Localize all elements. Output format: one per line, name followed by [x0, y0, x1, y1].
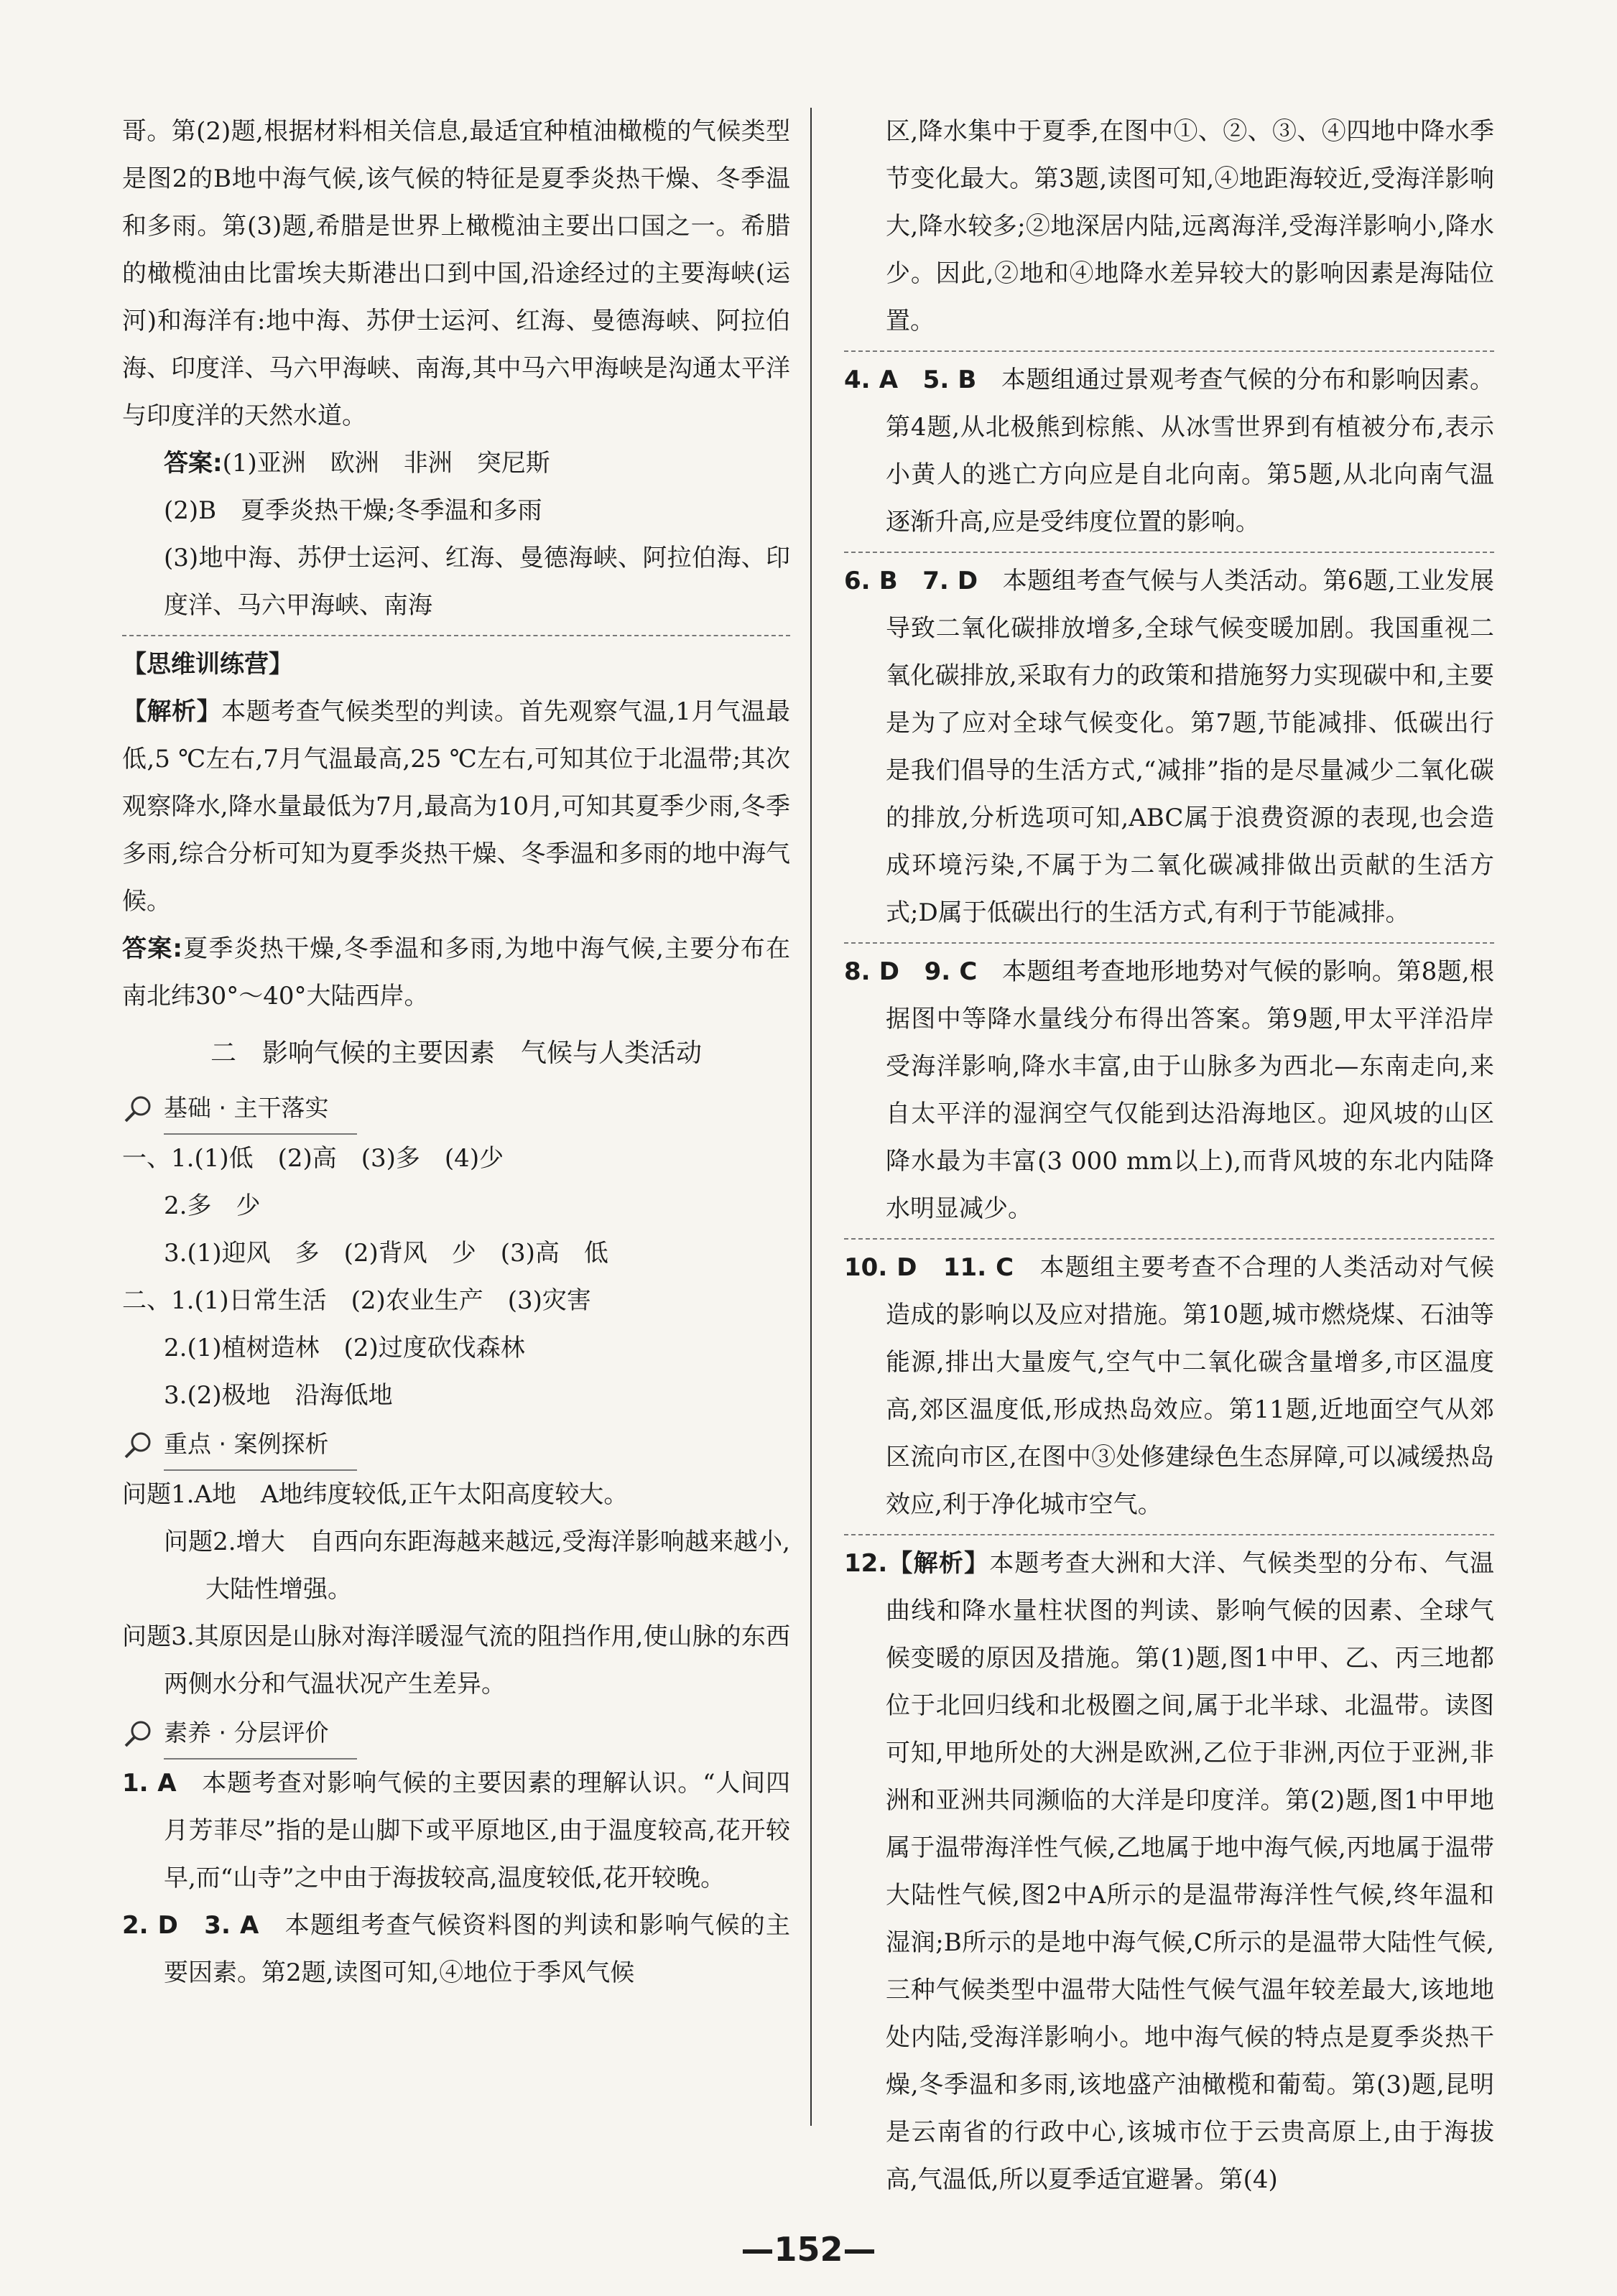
answer-line: 一、1.(1)低 (2)高 (3)多 (4)少 [122, 1144, 504, 1173]
right-column [844, 108, 1494, 2203]
answer-line: 二、1.(1)日常生活 (2)农业生产 (3)灾害 [122, 1286, 591, 1315]
answer-number: 10. D 11. C [844, 1253, 1014, 1282]
subsection-title: 重点 · 案例探析 [164, 1419, 357, 1471]
question-answer: 问题2.增大 自西向东距海越来越远,受海洋影响越来越小,大陆性增强。 [164, 1528, 790, 1604]
section-divider [844, 942, 1494, 944]
answer-text: 本题考查对影响气候的主要因素的理解认识。“人间四月芳菲尽”指的是山脚下或平原地区,由于温度较高,花开较早,而“山寺”之中由于海拔较高,温度较低,花开较晚。 [164, 1769, 790, 1892]
answer-text: 本题组考查气候与人类活动。第6题,工业发展导致二氧化碳排放增多,全球气候变暖加剧。我国重视二氧化碳排放,采取有力的政策和措施努力实现碳中和,主要是为了应对全球气候变化。第7题,节能减排、低碳出行是我们倡导的生活方式,“减排”指的是尽量减少二氧化碳的排放,分析选项可知,ABC属于浪费资源的表现,也会造成环境污染,不属于为二氧化碳减排做出贡献的生活方式;D属于低碳出行的生活方式,有利于节能减排。 [886, 567, 1494, 927]
paragraph [122, 688, 790, 925]
answer-line [122, 440, 790, 487]
answer-line: 3.(2)极地 沿海低地 [164, 1381, 393, 1410]
answer-text: 本题考查大洲和大洋、气候类型的分布、气温曲线和降水量柱状图的判读、影响气候的因素、全球气候变暖的原因及措施。第(1)题,图1中甲、乙、丙三地都位于北回归线和北极圈之间,属于北半球、北温带。读图可知,甲地所处的大洲是欧洲,乙位于非洲,丙位于亚洲,非洲和亚洲共同濒临的大洋是印度洋。第(2)题,图1中甲地属于温带海洋性气候,乙地属于地中海气候,丙地属于温带大陆性气候,图2中A所示的是温带海洋性气候,终年温和湿润;B所示的是地中海气候,C所示的是温带大陆性气候,三种气候类型中温带大陆性气候气温年较差最大,该地地处内陆,受海洋影响小。地中海气候的特点是夏季炎热干燥,冬季温和多雨,该地盛产油橄榄和葡萄。第(3)题,昆明是云南省的行政中心,该城市位于云贵高原上,由于海拔高,气温低,所以夏季适宜避暑。第(4) [886, 1549, 1495, 2194]
section-divider [844, 552, 1494, 553]
exercise-answer [844, 1244, 1494, 1528]
answer-text: 本题组主要考查不合理的人类活动对气候造成的影响以及应对措施。第10题,城市燃烧煤、石油等能源,排出大量废气,空气中二氧化碳含量增多,市区温度高,郊区温度低,形成热岛效应。第11题,近地面空气从郊区流向市区,在图中③处修建绿色生态屏障,可以减缓热岛效应,利于净化城市空气。 [886, 1253, 1495, 1519]
magnifier-icon [122, 1093, 154, 1125]
answer-text: 本题组考查地形地势对气候的影响。第8题,根据图中等降水量线分布得出答案。第9题,甲太平洋沿岸受海洋影响,降水丰富,由于山脉多为西北—东南走向,来自太平洋的湿润空气仅能到达沿海地区。迎风坡的山区降水最为丰富(3 000 mm以上),而背风坡的东北内陆降水明显减少。 [886, 957, 1494, 1223]
subsection-heading [122, 1708, 790, 1760]
analysis-text: 本题考查气候类型的判读。首先观察气温,1月气温最低,5 ℃左右,7月气温最高,25 ℃左右,可知其位于北温带;其次观察降水,降水量最低为7月,最高为10月,可知其夏季少雨,冬季多雨,综合分析可知为夏季炎热干燥、冬季温和多雨的地中海气候。 [122, 697, 790, 916]
section-divider [844, 350, 1494, 352]
section-divider [844, 1534, 1494, 1535]
section-heading: 【思维训练营】 [122, 650, 293, 679]
paragraph: 哥。第(2)题,根据材料相关信息,最适宜种植油橄榄的气候类型是图2的B地中海气候,该气候的特征是夏季炎热干燥、冬季温和多雨。第(3)题,希腊是世界上橄榄油主要出口国之一。希腊的橄榄油由比雷埃夫斯港出口到中国,沿途经过的主要海峡(运河)和海洋有:地中海、苏伊士运河、红海、曼德海峡、阿拉伯海、印度洋、马六甲海峡、南海,其中马六甲海峡是沟通太平洋与印度洋的天然水道。 [122, 117, 790, 430]
answer-number: 6. B 7. D [844, 567, 978, 595]
exercise-answer [844, 356, 1494, 546]
analysis-label: 【解析】 [122, 697, 222, 726]
subsection-heading [122, 1419, 790, 1471]
exercise-answer [122, 1760, 790, 1902]
paragraph [122, 925, 790, 1020]
exercise-answer [122, 1902, 790, 1997]
paragraph: 区,降水集中于夏季,在图中①、②、③、④四地中降水季节变化最大。第3题,读图可知,④地距海较近,受海洋影响大,降水较多;②地深居内陆,远离海洋,受海洋影响小,降水少。因此,②地和④地降水差异较大的影响因素是海陆位置。 [886, 117, 1494, 335]
exercise-answer [844, 948, 1494, 1232]
answer-line: (2)B 夏季炎热干燥;冬季温和多雨 [164, 496, 542, 525]
exercise-answer [844, 557, 1494, 936]
column-divider [810, 108, 812, 2126]
answer-line: 2.多 少 [164, 1191, 261, 1220]
answer-label: 答案: [122, 934, 183, 963]
page-number: —152— [741, 2230, 876, 2269]
answer-number: 4. A 5. B [844, 366, 977, 394]
question-answer: 问题1.A地 A地纬度较低,正午太阳高度较大。 [122, 1480, 629, 1509]
answer-number: 1. A [122, 1769, 177, 1798]
subsection-title: 基础 · 主干落实 [164, 1083, 357, 1135]
exercise-answer [844, 1540, 1494, 2203]
left-column [122, 108, 790, 1997]
subsection-title: 素养 · 分层评价 [164, 1708, 357, 1760]
magnifier-icon [122, 1718, 154, 1749]
answer-line: 3.(1)迎风 多 (2)背风 少 (3)高 低 [164, 1239, 608, 1268]
answer-number: 2. D 3. A [122, 1911, 259, 1940]
answer-line: 2.(1)植树造林 (2)过度砍伐森林 [164, 1334, 525, 1362]
question-answer: 问题3.其原因是山脉对海洋暖湿气流的阻挡作用,使山脉的东西两侧水分和气温状况产生差异。 [122, 1622, 790, 1698]
answer-number: 12.【解析】 [844, 1549, 990, 1578]
answer-text: 夏季炎热干燥,冬季温和多雨,为地中海气候,主要分布在南北纬30°～40°大陆西岸。 [122, 934, 790, 1010]
answer-text: 本题组考查气候资料图的判读和影响气候的主要因素。第2题,读图可知,④地位于季风气候 [164, 1911, 791, 1987]
answer-number: 8. D 9. C [844, 957, 978, 986]
answer-text: 本题组通过景观考查气候的分布和影响因素。第4题,从北极熊到棕熊、从冰雪世界到有植被分布,表示小黄人的逃亡方向应是自北向南。第5题,从北向南气温逐渐升高,应是受纬度位置的影响。 [886, 366, 1494, 536]
answer-text: (1)亚洲 欧洲 非洲 突尼斯 [222, 449, 550, 478]
answer-label: 答案: [164, 449, 223, 478]
section-divider [844, 1238, 1494, 1240]
magnifier-icon [122, 1429, 154, 1461]
answer-line: (3)地中海、苏伊士运河、红海、曼德海峡、阿拉伯海、印度洋、马六甲海峡、南海 [164, 544, 790, 620]
section-divider [122, 635, 790, 636]
subsection-heading [122, 1083, 790, 1135]
section-title: 二 影响气候的主要因素 气候与人类活动 [210, 1038, 702, 1068]
